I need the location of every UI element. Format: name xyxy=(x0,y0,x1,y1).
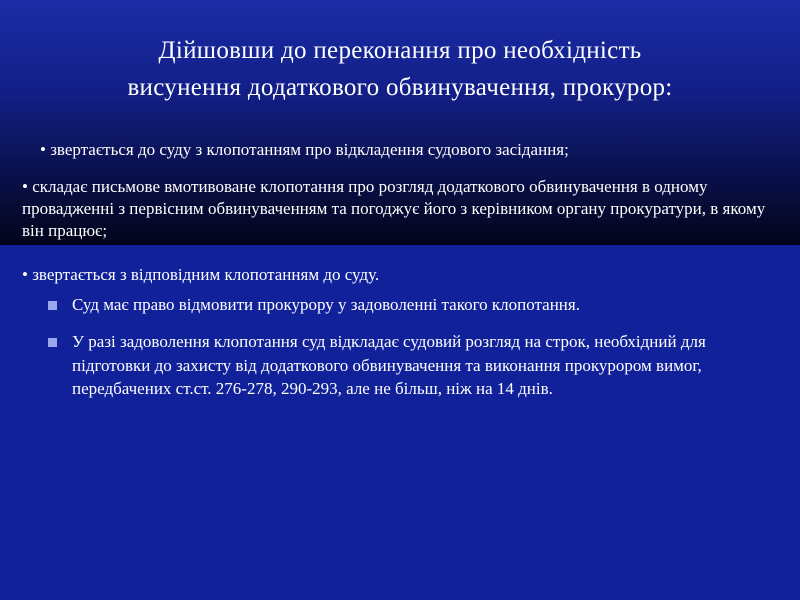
square-bullet-icon xyxy=(48,301,57,310)
sub-bullet-text: Суд має право відмовити прокурору у задоволенні такого клопотання. xyxy=(72,295,580,314)
bullet-written-motion: • складає письмове вмотивоване клопотання про розгляд додаткового обвинувачення в одному провадженні з первісним обвинуваченням та погоджує його з керівником органу прокуратури, в якому він працює; xyxy=(22,177,766,240)
bullet-apply-to-court: • звертається з відповідним клопотанням до суду. xyxy=(22,265,380,284)
square-bullet-icon xyxy=(48,338,57,347)
title-line-2: висунення додаткового обвинувачення, прокурор: xyxy=(127,74,673,101)
slide-title xyxy=(20,32,780,106)
title-line-1: Дійшовши до переконання про необхідність xyxy=(158,37,642,64)
bullet-adjourn-hearing: • звертається до суду з клопотанням про відкладення судового засідання; xyxy=(40,140,569,159)
sub-bullet-text: У разі задоволення клопотання суд відкладає судовий розгляд на строк, необхідний для підготовки до захисту від додаткового обвинувачення та виконання прокурором вимог, передбачених ст.ст. 276-278, 290-293, але не більш, ніж на 14 днів. xyxy=(72,332,706,398)
sub-bullet-court-postpones xyxy=(48,330,768,401)
sub-bullet-court-may-refuse xyxy=(48,293,768,317)
